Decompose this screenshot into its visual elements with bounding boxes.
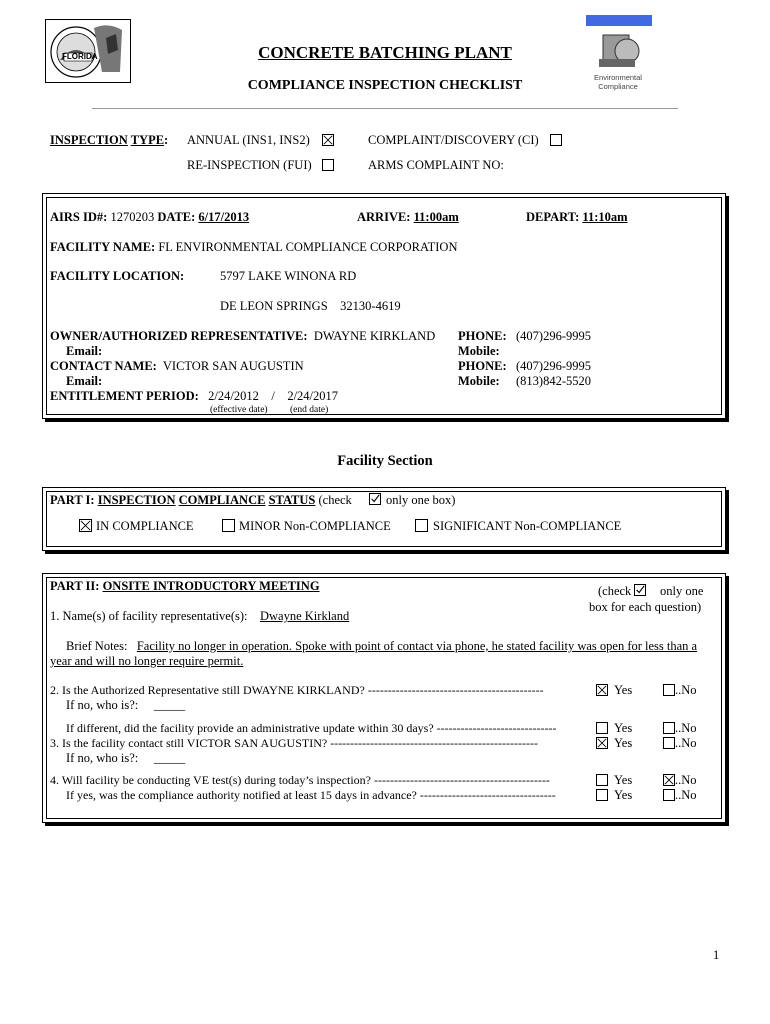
depart-label: DEPART: [526, 210, 580, 224]
q2-sub-text: If no, who is?: [66, 698, 139, 712]
inspection-type-label: INSPECTION TYPE: [50, 133, 169, 147]
part1-check-icon [369, 493, 381, 505]
q3-text: 3. Is the facility contact still VICTOR SAN AUGUSTIN? ---------------------------------------------------- [50, 736, 538, 750]
q4b-no-checkbox[interactable] [663, 789, 675, 801]
minor-noncompliance-label: MINOR Non-COMPLIANCE [239, 519, 391, 533]
q3-yes-checkbox[interactable] [596, 737, 608, 749]
inspection-type-annual-checkbox[interactable] [322, 134, 334, 146]
entitlement-row [50, 389, 338, 404]
q2b-yes-label: Yes [614, 721, 633, 735]
facility-zip: 32130-4619 [340, 299, 401, 313]
facility-location-label: FACILITY LOCATION: [50, 269, 185, 283]
q3-no-checkbox[interactable] [663, 737, 675, 749]
q2-no-label: ..No [675, 683, 697, 697]
q4b-yes-label: Yes [614, 788, 633, 802]
q2-no-checkbox[interactable] [663, 684, 675, 696]
environmental-compliance-badge [583, 15, 653, 95]
facility-location-line2 [220, 299, 401, 314]
contact-phone-value: (407)296-9995 [516, 359, 591, 373]
part1-title-c: STATUS [268, 493, 316, 507]
page-number: 1 [713, 948, 720, 962]
entitlement-separator: / [271, 389, 275, 403]
brief-notes-text-1: Facility no longer in operation. Spoke with point of contact via phone, he stated facility was open for less than a [136, 639, 698, 653]
q2-yes-checkbox[interactable] [596, 684, 608, 696]
owner-label: OWNER/AUTHORIZED REPRESENTATIVE: [50, 329, 308, 343]
entitlement-start: 2/24/2012 [208, 389, 259, 403]
owner-phone-value: (407)296-9995 [516, 329, 591, 343]
owner-mobile-label: Mobile: [458, 344, 500, 358]
owner-value: DWAYNE KIRKLAND [313, 329, 436, 343]
q2-sub [66, 698, 185, 713]
facility-location-line1: 5797 LAKE WINONA RD [220, 269, 357, 283]
contact-email-label: Email: [66, 374, 103, 388]
in-compliance-label: IN COMPLIANCE [96, 519, 194, 533]
airs-id-label: AIRS ID#: [50, 210, 108, 224]
arrive-value: 11:00am [413, 210, 459, 224]
inspection-type-reinspection-checkbox[interactable] [322, 159, 334, 171]
q4-text: 4. Will facility be conducting VE test(s) during today’s inspection? -------------------------------------------- [50, 773, 550, 787]
q3-yes-label: Yes [614, 736, 633, 750]
part2-check-note-c: box for each question) [589, 600, 702, 614]
badge-line-2: Compliance [598, 82, 638, 91]
contact-value: VICTOR SAN AUGUSTIN [162, 359, 304, 373]
facility-section-title: Facility Section [337, 453, 433, 469]
part1-header [50, 493, 352, 508]
facility-name-label: FACILITY NAME: [50, 240, 156, 254]
end-date-caption: (end date) [290, 405, 329, 415]
part1-check-note-b: only one box) [386, 493, 456, 507]
arms-complaint-label: ARMS COMPLAINT NO: [368, 158, 504, 172]
contact-row [50, 359, 304, 374]
airs-id-row [50, 210, 249, 225]
q3-blank: _____ [153, 751, 186, 765]
q4b-yes-checkbox[interactable] [596, 789, 608, 801]
equipment-icon [597, 29, 643, 71]
entitlement-label: ENTITLEMENT PERIOD: [50, 389, 199, 403]
q2-yes-label: Yes [614, 683, 633, 697]
depart-value: 11:10am [582, 210, 628, 224]
q4-no-label: ..No [675, 773, 697, 787]
page-subtitle: COMPLIANCE INSPECTION CHECKLIST [247, 78, 523, 93]
q4b-no-label: ..No [675, 788, 697, 802]
arrive-row [357, 210, 459, 225]
q2b-text: If different, did the facility provide an administrative update within 30 days? ------------------------------ [66, 721, 557, 735]
part2-header [50, 579, 320, 594]
brief-notes-line1 [66, 639, 697, 654]
owner-row [50, 329, 435, 344]
part1-check-note-a: (check [318, 493, 352, 507]
page-title: CONCRETE BATCHING PLANT [258, 43, 512, 62]
q2-text: 2. Is the Authorized Representative still DWAYNE KIRKLAND? -------------------------------------------- [50, 683, 544, 697]
significant-noncompliance-checkbox[interactable] [415, 519, 428, 532]
part2-check-icon [634, 584, 646, 596]
logo-florida-text: FLORIDA [62, 52, 98, 61]
entitlement-end: 2/24/2017 [287, 389, 339, 403]
depart-row [526, 210, 628, 225]
q2b-yes-checkbox[interactable] [596, 722, 608, 734]
inspection-type-complaint-checkbox[interactable] [550, 134, 562, 146]
contact-mobile-label: Mobile: [458, 374, 500, 388]
q3-no-label: ..No [675, 736, 697, 750]
part2-title: ONSITE INTRODUCTORY MEETING [102, 579, 320, 593]
brief-notes-text-2: year and will no longer require permit. [50, 654, 244, 668]
effective-date-caption: (effective date) [210, 405, 268, 415]
part2-check-note-b: only one [660, 584, 704, 598]
contact-label: CONTACT NAME: [50, 359, 157, 373]
facility-name-value: FL ENVIRONMENTAL COMPLIANCE CORPORATION [158, 240, 458, 254]
facility-city: DE LEON SPRINGS [220, 299, 328, 313]
airs-id-value: 1270203 [110, 210, 155, 224]
q2-blank: _____ [153, 698, 186, 712]
date-value: 6/17/2013 [198, 210, 250, 224]
in-compliance-checkbox[interactable] [79, 519, 92, 532]
q2b-no-checkbox[interactable] [663, 722, 675, 734]
part1-title-a: INSPECTION [97, 493, 176, 507]
contact-mobile-value: (813)842-5520 [516, 374, 591, 388]
q4-no-checkbox[interactable] [663, 774, 675, 786]
date-label: DATE: [157, 210, 196, 224]
facility-name-row [50, 240, 457, 255]
minor-noncompliance-checkbox[interactable] [222, 519, 235, 532]
inspection-type-annual-label: ANNUAL (INS1, INS2) [187, 133, 310, 147]
badge-blue-bar [586, 15, 652, 26]
owner-email-label: Email: [66, 344, 103, 358]
part1-title-b: COMPLIANCE [178, 493, 266, 507]
q4-yes-label: Yes [614, 773, 633, 787]
significant-noncompliance-label: SIGNIFICANT Non-COMPLIANCE [433, 519, 622, 533]
q2b-no-label: ..No [675, 721, 697, 735]
part1-label: PART I: [50, 493, 95, 507]
contact-phone-label: PHONE: [458, 359, 507, 373]
owner-phone-label: PHONE: [458, 329, 507, 343]
q1-answer: Dwayne Kirkland [260, 609, 350, 623]
q4-yes-checkbox[interactable] [596, 774, 608, 786]
inspection-type-complaint-label: COMPLAINT/DISCOVERY (CI) [368, 133, 539, 147]
q3-sub [66, 751, 185, 766]
arrive-label: ARRIVE: [357, 210, 411, 224]
q4b-text: If yes, was the compliance authority notified at least 15 days in advance? ---------------------------------- [66, 788, 556, 802]
header-divider [92, 108, 678, 109]
brief-notes-label: Brief Notes: [66, 639, 128, 653]
part2-label: PART II: [50, 579, 100, 593]
q3-sub-text: If no, who is?: [66, 751, 139, 765]
part2-check-note-a: (check [598, 584, 632, 598]
inspection-type-reinspection-label: RE-INSPECTION (FUI) [187, 158, 312, 172]
q1-text: 1. Name(s) of facility representative(s): [50, 609, 248, 623]
badge-line-1: Environmental [594, 73, 642, 82]
